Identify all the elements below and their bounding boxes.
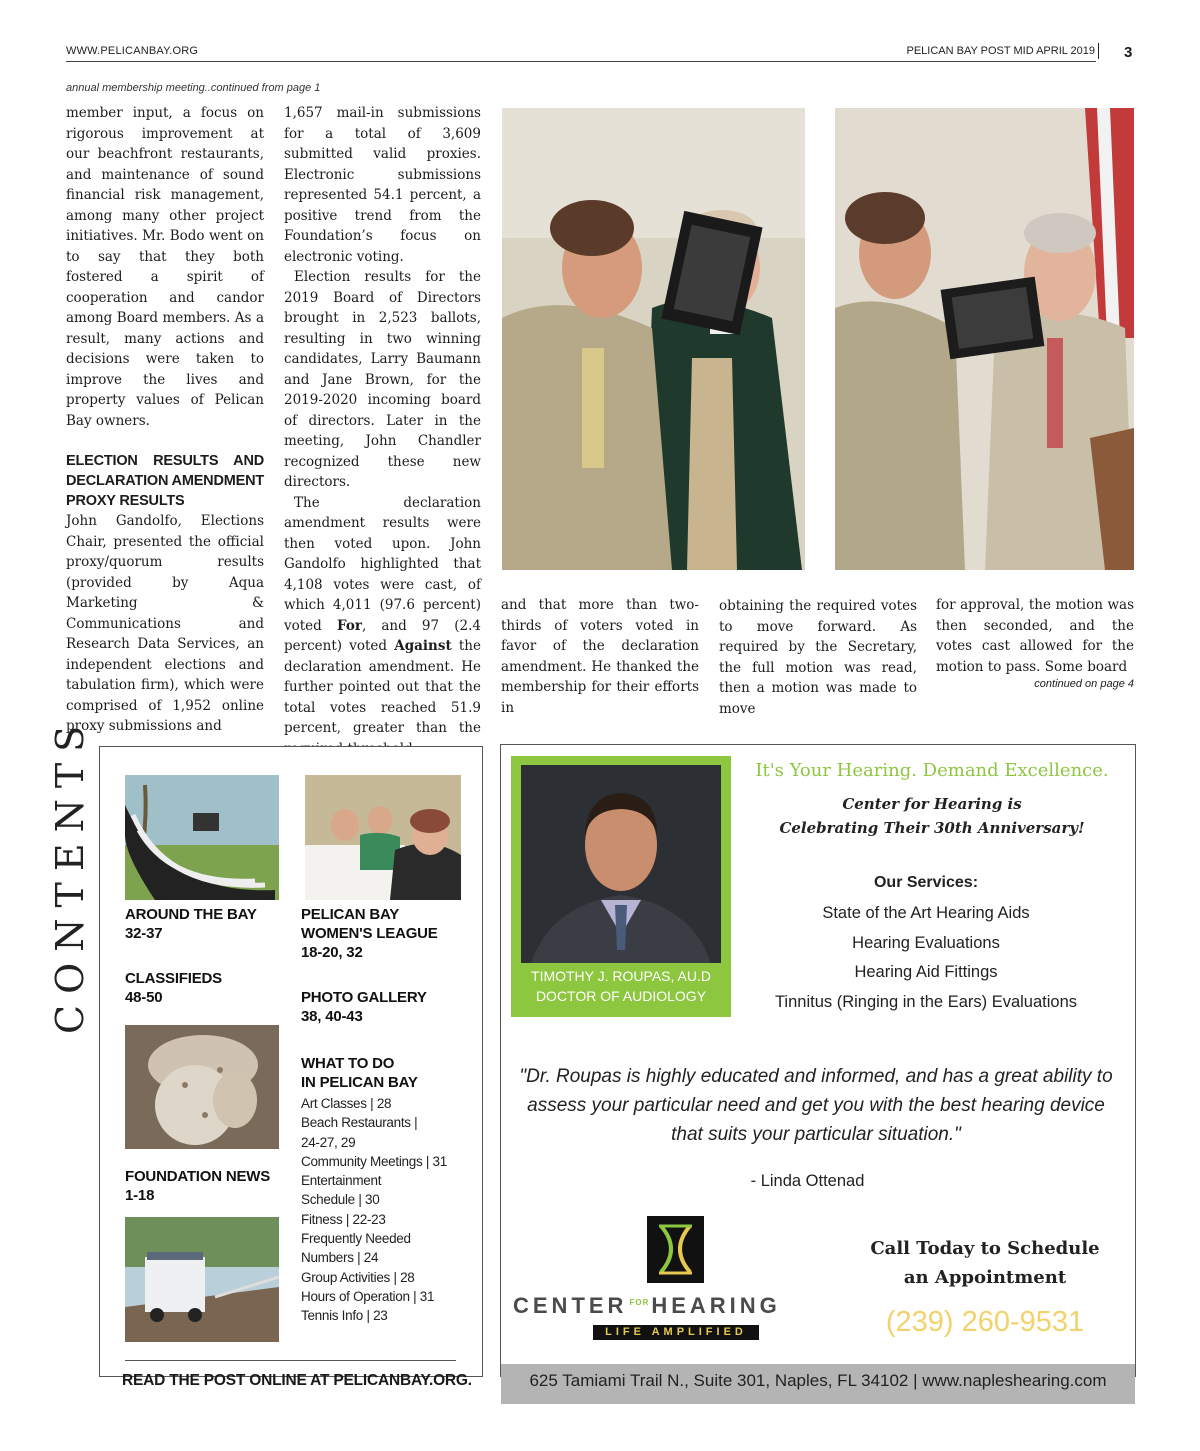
tram-illustration	[125, 1217, 279, 1342]
luncheon-illustration	[305, 775, 461, 900]
contents-womens-league[interactable]: PELICAN BAY WOMEN'S LEAGUE 18-20, 32	[301, 906, 438, 961]
contents-foundation-news[interactable]: FOUNDATION NEWS 1-18	[125, 1168, 271, 1204]
list-item[interactable]: Group Activities | 28	[301, 1269, 415, 1285]
article-column-5	[936, 595, 1134, 691]
website-url: WWW.PELICANBAY.ORG	[66, 45, 199, 57]
doctor-name: TIMOTHY J. ROUPAS, AU.D	[531, 968, 711, 984]
list-item[interactable]: Frequently Needed	[301, 1231, 411, 1247]
contents-what-to-do[interactable]: WHAT TO DO IN PELICAN BAY	[301, 1055, 418, 1091]
list-item[interactable]: Entertainment	[301, 1173, 382, 1189]
what-to-do-list	[301, 1094, 447, 1326]
continued-on-note: continued on page 4	[1034, 678, 1134, 690]
list-item[interactable]: Numbers | 24	[301, 1250, 379, 1266]
article-paragraph: 1,657 mail-in submissions for a total of 3,609 submitted valid proxies. Electronic submissions represented 54.1 percent, a positive trend from the Foundation’s focus on electronic voting.	[284, 105, 481, 265]
photo-illustration	[502, 108, 805, 570]
list-item[interactable]: Tennis Info | 23	[301, 1308, 388, 1324]
service-item: Hearing Aid Fittings	[854, 963, 998, 981]
hammock-image	[125, 775, 279, 900]
article-paragraph: Election results for the 2019 Board of Directors brought in 2,523 ballots, resulting in two winning candidates, Larry Baumann and Jane Brown, for the 2019-2020 incoming board of directors. Later in the meeting, John Chandler recognized these new directors.	[284, 269, 481, 490]
contents-vertical-title: CONTENTS	[48, 714, 92, 1034]
center-for-hearing-logo-icon	[647, 1216, 704, 1283]
doctor-caption	[511, 966, 731, 1006]
list-item[interactable]: Community Meetings | 31	[301, 1153, 447, 1169]
header-separator	[1098, 43, 1099, 59]
testimonial-quote: "Dr. Roupas is highly educated and informed, and has a great ability to assess your particular need and get you with the best hearing device that suits your particular situation."	[519, 1066, 1113, 1145]
article-paragraph: John Gandolfo, Elections Chair, presented the official proxy/quorum results (provided by Aqua Marketing & Communications and Research Data Services, an independent elections and tabulation firm), which were comprised of 1,952 online proxy submissions and	[66, 513, 264, 734]
article-paragraph: for approval, the motion was then seconded, and the votes cast allowed for the motion to pass. Some board	[936, 597, 1134, 675]
section-heading: ELECTION RESULTS AND DECLARATION AMENDMENT PROXY RESULTS	[66, 453, 264, 509]
contents-around-the-bay[interactable]: AROUND THE BAY 32-37	[125, 906, 257, 942]
article-paragraph: and that more than two-thirds of voters voted in favor of the declaration amendment. He thanked the membership for their efforts in	[501, 597, 699, 716]
continued-from-note: annual membership meeting..continued from page 1	[66, 82, 321, 94]
photo-illustration	[835, 108, 1134, 570]
article-paragraph: member input, a focus on rigorous improvement at our beachfront restaurants, and maintenance of sound financial risk management, among many other project initiatives. Mr. Bodo went on to say that they both fostered a spirit of cooperation and candor among Board members. As a result, many actions and decisions were taken to improve the lives and property values of Pelican Bay owners.	[66, 105, 264, 429]
list-item[interactable]: 24-27, 29	[301, 1134, 356, 1150]
list-item[interactable]: Fitness | 22-23	[301, 1211, 386, 1227]
header-rule	[66, 61, 1096, 62]
testimonial-author: - Linda Ottenad	[750, 1172, 865, 1190]
hammock-illustration	[125, 775, 279, 900]
list-item[interactable]: Art Classes | 28	[301, 1096, 392, 1111]
shell-sculpture-image	[125, 1025, 279, 1149]
service-item: Hearing Evaluations	[852, 934, 1000, 952]
call-to-action: Call Today to Schedule an Appointment	[870, 1238, 1100, 1288]
womens-league-image	[305, 775, 461, 900]
article-paragraph: obtaining the required votes to move forward. As required by the Secretary, the full motion was read, then a motion was made to move	[719, 598, 917, 717]
services-heading: Our Services:	[873, 874, 979, 891]
ad-tagline: It's Your Hearing. Demand Excellence.	[755, 760, 1109, 781]
portrait-illustration	[521, 765, 721, 963]
list-item[interactable]: Beach Restaurants |	[301, 1115, 418, 1131]
article-paragraph: The declaration amendment results were then voted upon. John Gandolfo highlighted that 4,108 votes were cast, of which 4,011 (97.6 percent) voted For, and 97 (2.4 percent) voted Against the declaration amendment. He further pointed out that the total votes reached 51.9 percent, greater than the	[284, 494, 481, 736]
service-item: State of the Art Hearing Aids	[822, 904, 1030, 922]
service-item: Tinnitus (Ringing in the Ears) Evaluations	[774, 993, 1078, 1011]
list-item[interactable]: Schedule | 30	[301, 1192, 380, 1208]
logo-tagline: LIFE AMPLIFIED	[593, 1325, 759, 1340]
article-column-4	[719, 596, 917, 719]
award-presentation-photo-2	[835, 108, 1134, 570]
logo-mark-icon	[647, 1216, 704, 1283]
contents-photo-gallery[interactable]: PHOTO GALLERY 38, 40-43	[301, 989, 427, 1025]
sculpture-illustration	[125, 1025, 279, 1149]
page-number: 3	[1124, 44, 1133, 61]
list-item[interactable]: Hours of Operation | 31	[301, 1288, 435, 1304]
vote-against-label: Against	[394, 638, 452, 654]
ad-address: 625 Tamiami Trail N., Suite 301, Naples, FL 34102 | www.napleshearing.com	[529, 1371, 1107, 1390]
boardwalk-tram-image	[125, 1217, 279, 1342]
logo-wordmark: CENTER $^{FOR}$HEARING	[513, 1293, 781, 1318]
article-column-1	[66, 103, 264, 737]
ad-anniversary: Center for Hearing is Celebrating Their 30th Anniversary!	[779, 795, 1085, 837]
phone-number[interactable]: (239) 260-9531	[885, 1306, 1085, 1338]
read-online-rule	[125, 1360, 456, 1361]
doctor-title: DOCTOR OF AUDIOLOGY	[535, 988, 707, 1004]
doctor-portrait	[521, 765, 721, 963]
publication-title: PELICAN BAY POST MID APRIL 2019	[906, 45, 1095, 57]
article-column-2	[284, 103, 481, 759]
contents-classifieds[interactable]: CLASSIFIEDS 48-50	[125, 970, 222, 1006]
article-column-3	[501, 595, 699, 718]
award-presentation-photo-1	[502, 108, 805, 570]
read-online-link[interactable]: READ THE POST ONLINE AT PELICANBAY.ORG.	[122, 1372, 472, 1389]
vote-for-label: For	[336, 617, 362, 634]
